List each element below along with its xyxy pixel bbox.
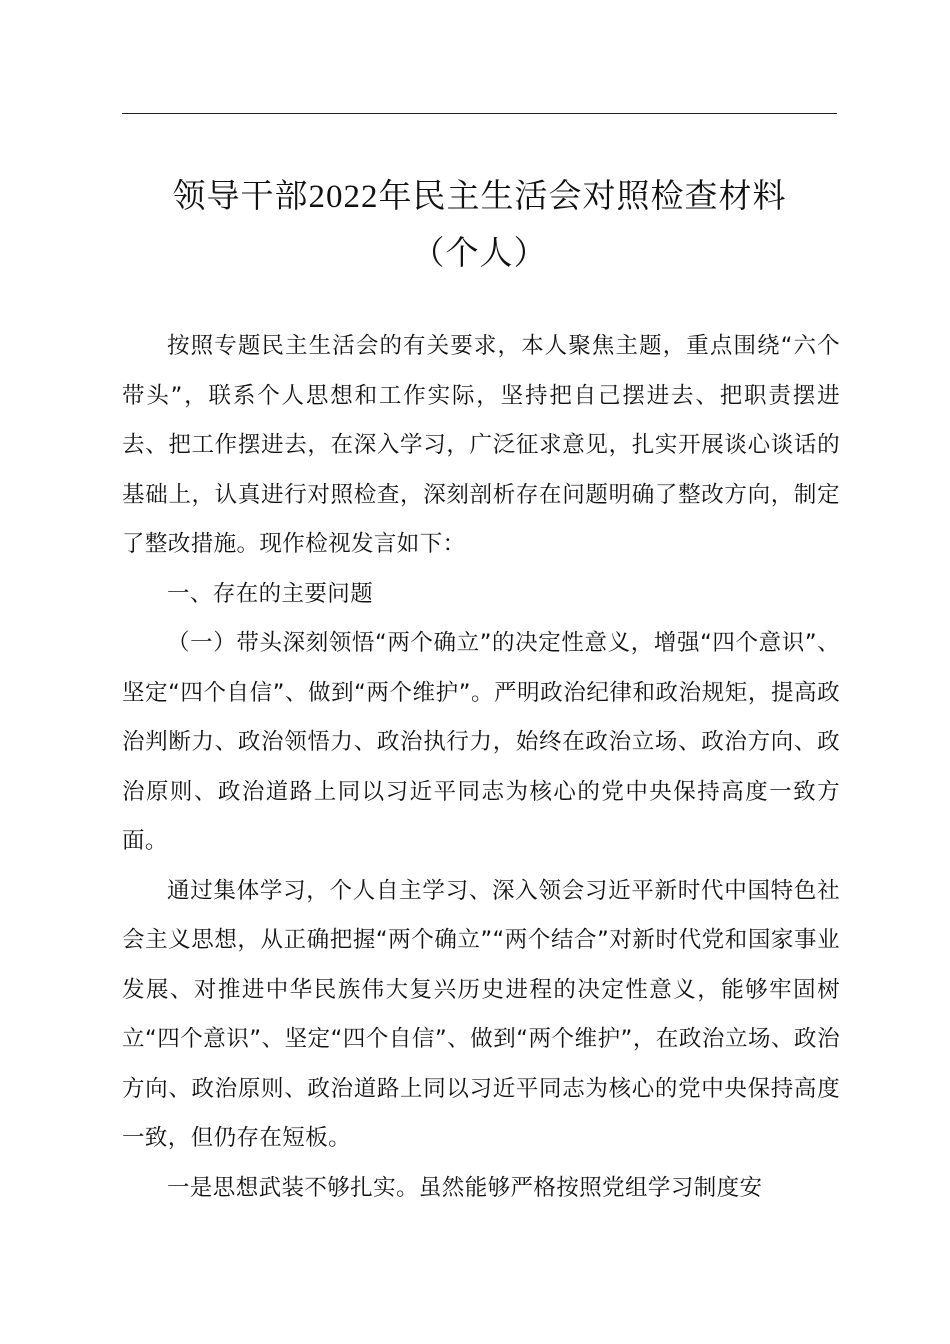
section-heading: 一、存在的主要问题	[167, 580, 374, 607]
title-suffix: 年民主生活会对照检查材料	[378, 176, 787, 215]
body-paragraph: 通过集体学习，个人自主学习、深入领会习近平新时代中国特色社会主义思想，从正确把握“两个确立”“两个结合”对新时代党和国家事业发展、对推进中华民族伟大复兴历史进程的决定性意义，能够牢固树立“四个意识”、坚定“四个自信”、做到“两个维护”，在政治立场、政治方向、政治原则、政治道路上同以习近平同志为核心的党中央保持高度一致，但仍存在短板。	[122, 877, 840, 1151]
title-line-1	[122, 168, 837, 225]
header-rule	[122, 113, 837, 114]
document-body	[122, 322, 840, 1213]
intro-paragraph: 按照专题民主生活会的有关要求，本人聚焦主题，重点围绕“六个带头”，联系个人思想和工作实际，坚持把自己摆进去、把职责摆进去、把工作摆进去，在深入学习，广泛征求意见，扎实开展谈心谈话的基础上，认真进行对照检查，深刻剖析存在问题明确了整改方向，制定了整改措施。现作检视发言如下：	[122, 333, 840, 557]
title-prefix: 领导干部	[172, 176, 309, 215]
title-line-2: （个人）	[411, 233, 548, 272]
body-paragraph: 一是思想武装不够扎实。虽然能够严格按照党组学习制度安	[167, 1174, 763, 1201]
title-year: 2022	[308, 179, 379, 215]
document-title	[122, 168, 837, 281]
subsection-paragraph: （一）带头深刻领悟“两个确立”的决定性意义，增强“四个意识”、坚定“四个自信”、做到“两个维护”。严明政治纪律和政治规矩，提高政治判断力、政治领悟力、政治执行力，始终在政治立场、政治方向、政治原则、政治道路上同以习近平同志为核心的党中央保持高度一致方面。	[122, 630, 840, 854]
